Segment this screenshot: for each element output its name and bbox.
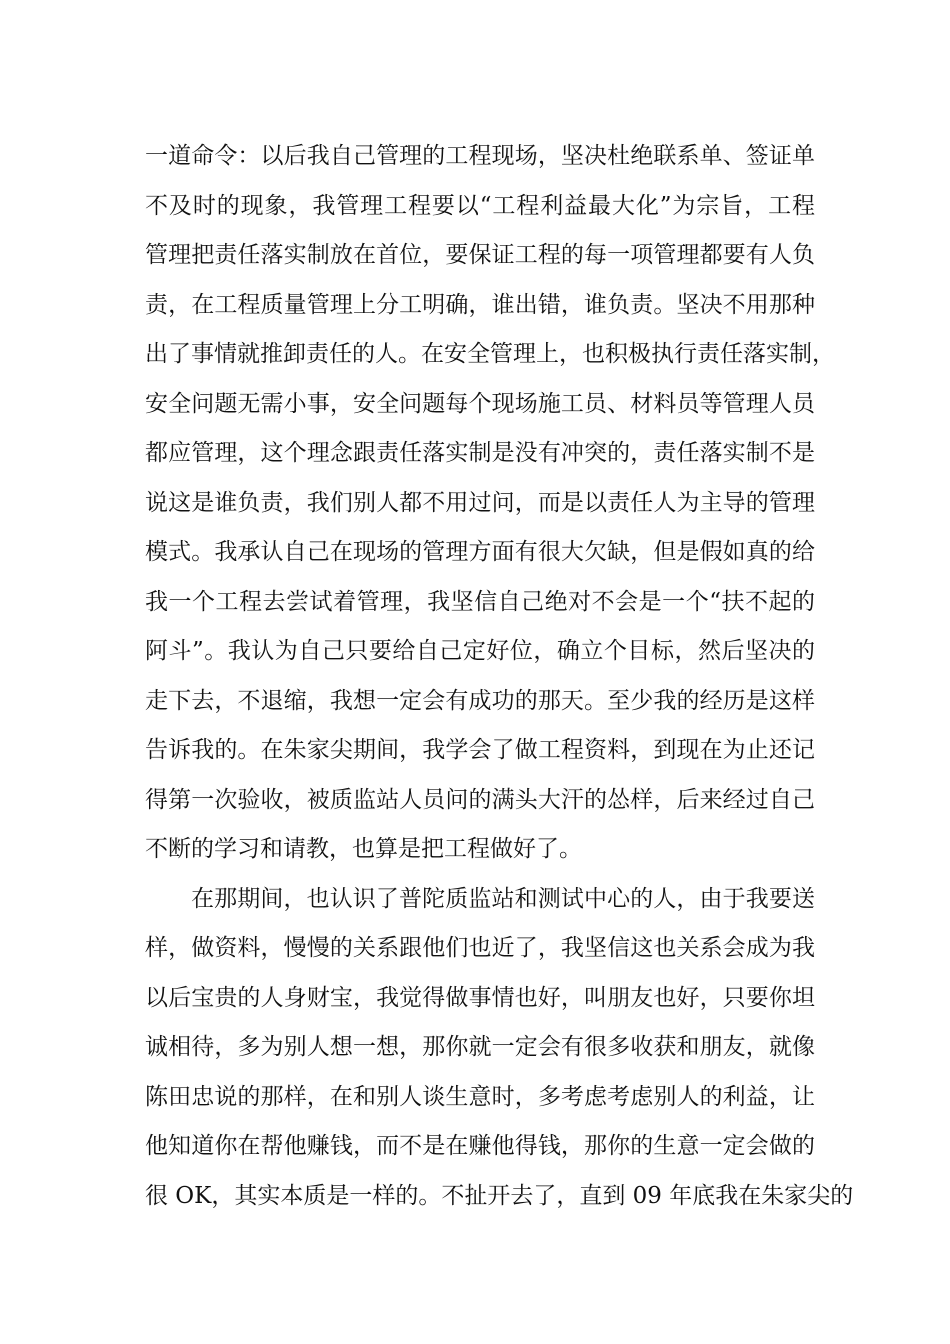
text-line: 一道命令：以后我自己管理的工程现场，坚决杜绝联系单、签证单 <box>145 143 815 169</box>
text-line: 样，做资料，慢慢的关系跟他们也近了，我坚信这也关系会成为我 <box>145 935 815 961</box>
text-line: 陈田忠说的那样，在和别人谈生意时，多考虑考虑别人的利益，让 <box>145 1083 815 1110</box>
paragraph-2 <box>145 875 854 1222</box>
text-line: 阿斗”。我认为自己只要给自己定好位，确立个目标，然后坚决的 <box>145 638 815 664</box>
text-line: 告诉我的。在朱家尖期间，我学会了做工程资料，到现在为止还记 <box>145 737 815 763</box>
text-line: 管理把责任落实制放在首位，要保证工程的每一项管理都要有人负 <box>145 242 815 268</box>
text-line: 模式。我承认自己在现场的管理方面有很大欠缺，但是假如真的给 <box>145 539 815 565</box>
body-text <box>145 132 854 1221</box>
text-line: 走下去，不退缩，我想一定会有成功的那天。至少我的经历是这样 <box>145 687 815 714</box>
text-line: 说这是谁负责，我们别人都不用过问，而是以责任人为主导的管理 <box>145 489 815 516</box>
paragraph-1 <box>145 132 835 875</box>
text-line: 出了事情就推卸责任的人。在安全管理上，也积极执行责任落实制， <box>145 341 835 367</box>
text-line: 在那期间，也认识了普陀质监站和测试中心的人，由于我要送 <box>191 885 815 912</box>
text-line: 安全问题无需小事，安全问题每个现场施工员、材料员等管理人员 <box>145 390 815 417</box>
text-line: 很 OK，其实本质是一样的。不扯开去了，直到 09 年底我在朱家尖的 <box>145 1182 854 1209</box>
text-line: 不及时的现象，我管理工程要以“工程利益最大化”为宗旨，工程 <box>145 192 815 219</box>
text-line: 都应管理，这个理念跟责任落实制是没有冲突的，责任落实制不是 <box>145 440 815 466</box>
text-line: 不断的学习和请教，也算是把工程做好了。 <box>145 836 582 862</box>
text-line: 得第一次验收，被质监站人员问的满头大汗的怂样，后来经过自己 <box>145 786 815 813</box>
text-line: 以后宝贵的人身财宝，我觉得做事情也好，叫朋友也好，只要你坦 <box>145 984 815 1011</box>
text-line: 我一个工程去尝试着管理，我坚信自己绝对不会是一个“扶不起的 <box>145 588 815 615</box>
text-line: 责，在工程质量管理上分工明确，谁出错，谁负责。坚决不用那种 <box>145 291 815 318</box>
text-line: 他知道你在帮他赚钱，而不是在赚他得钱，那你的生意一定会做的 <box>145 1133 815 1159</box>
text-line: 诚相待，多为别人想一想，那你就一定会有很多收获和朋友，就像 <box>145 1034 815 1060</box>
